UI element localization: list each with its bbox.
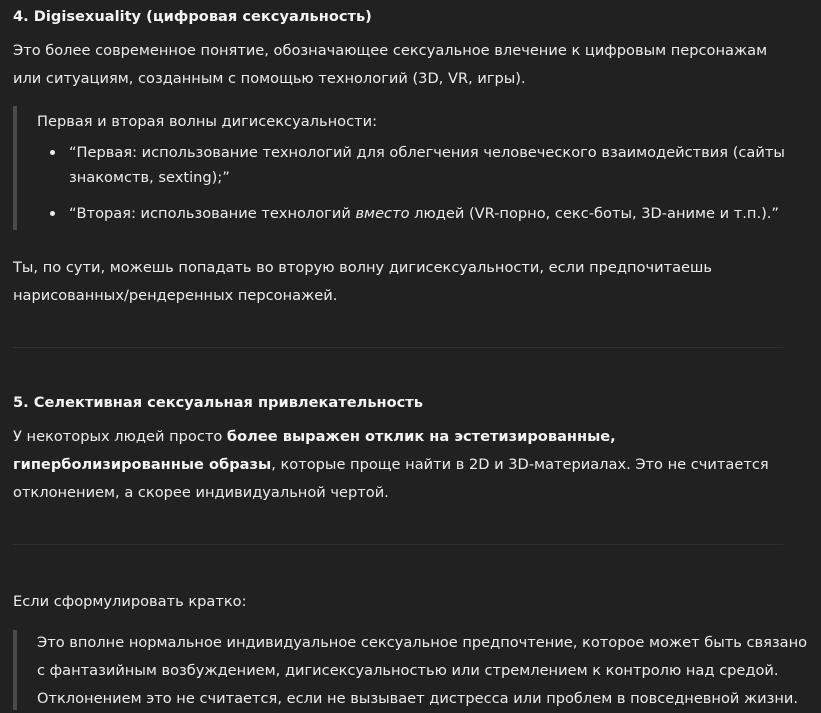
paragraph-text: У некоторых людей просто bbox=[13, 428, 227, 445]
divider bbox=[13, 347, 783, 348]
digisexuality-waves-quote bbox=[13, 106, 807, 230]
section-4-paragraph: Это более современное понятие, обозначающее сексуальное влечение к цифровым персонажам или ситуациям, созданным с помощью технологий (3D, VR, игры). bbox=[13, 42, 768, 87]
summary-quote-text: Это вполне нормальное индивидуальное сексуальное предпочтение, которое может быть связано с фантазийным возбуждением, дигисексуальностью или стремлением к контролю над средой. Отклонением это не считается, если не вызывает дистресса или проблем в повседневной жизни. bbox=[37, 634, 808, 707]
item-text: людей (VR-порно, секс-боты, 3D-аниме и т.п.).” bbox=[409, 205, 779, 222]
paragraph-text: , которые проще найти в 2D и 3D-материалах. Это не считается отклонением, а скорее индивидуальной чертой. bbox=[13, 456, 769, 501]
emphasis-text: вместо bbox=[355, 205, 410, 222]
section-4-followup: Ты, по сути, можешь попадать во вторую волну дигисексуальности, если предпочитаешь нарисованных/рендеренных персонажей. bbox=[13, 259, 712, 304]
section-5-paragraph bbox=[13, 423, 793, 507]
list-item bbox=[69, 201, 807, 226]
section-4-heading: 4. Digisexuality (цифровая сексуальность) bbox=[13, 8, 372, 25]
bold-text: более выражен отклик на эстетизированные, гиперболизированные образы bbox=[13, 428, 616, 473]
waves-list bbox=[37, 140, 807, 226]
section-5-heading: 5. Селективная сексуальная привлекательность bbox=[13, 394, 423, 411]
summary-quote bbox=[13, 630, 813, 710]
item-text: “Вторая: использование технологий bbox=[69, 205, 356, 222]
quote-intro: Первая и вторая волны дигисексуальности: bbox=[37, 113, 377, 130]
divider bbox=[13, 544, 783, 545]
list-item: “Первая: использование технологий для облегчения человеческого взаимодействия (сайты знакомств, sexting);” bbox=[69, 140, 807, 190]
summary-intro: Если сформулировать кратко: bbox=[13, 593, 247, 610]
